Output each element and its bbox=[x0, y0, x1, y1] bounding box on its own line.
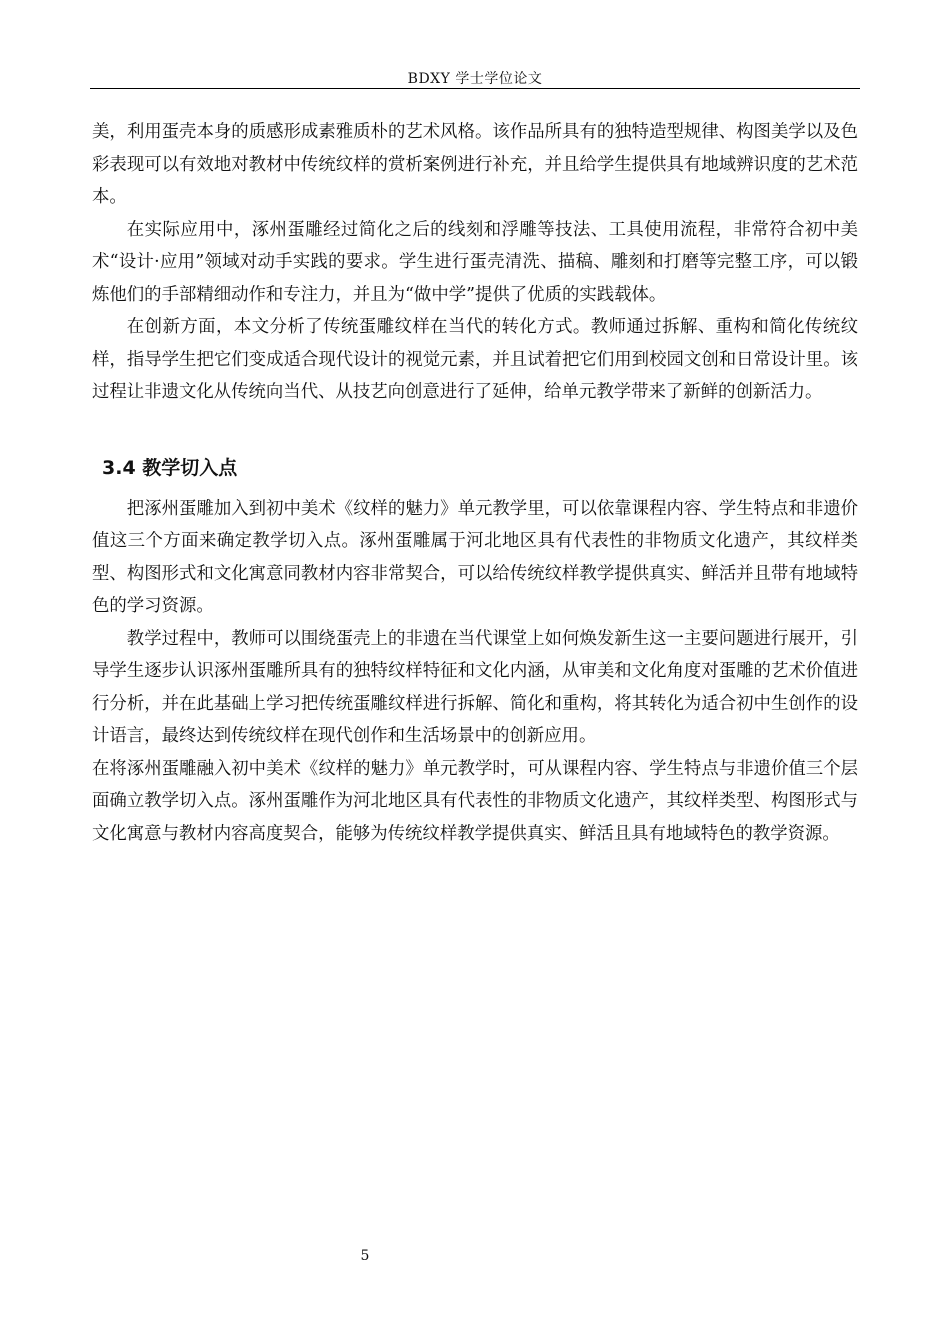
paragraph-continued: 美，利用蛋壳本身的质感形成素雅质朴的艺术风格。该作品所具有的独特造型规律、构图美学以及色彩表现可以有效地对教材中传统纹样的赏析案例进行补充，并且给学生提供具有地域辨识度的艺术范本。 bbox=[92, 122, 858, 207]
paragraph: 在将涿州蛋雕融入初中美术《纹样的魅力》单元教学时，可从课程内容、学生特点与非遗价值三个层面确立教学切入点。涿州蛋雕作为河北地区具有代表性的非物质文化遗产，其纹样类型、构图形式与文化寓意与教材内容高度契合，能够为传统纹样教学提供真实、鲜活且具有地域特色的教学资源。 bbox=[92, 758, 858, 844]
page-body bbox=[92, 116, 858, 850]
paragraph: 在实际应用中，涿州蛋雕经过简化之后的线刻和浮雕等技法、工具使用流程，非常符合初中美术“设计·应用”领域对动手实践的要求。学生进行蛋壳清洗、描稿、雕刻和打磨等完整工序，可以锻炼他们的手部精细动作和专注力，并且为“做中学”提供了优质的实践载体。 bbox=[92, 219, 858, 305]
header-rule bbox=[90, 88, 860, 89]
paragraph: 把涿州蛋雕加入到初中美术《纹样的魅力》单元教学里，可以依靠课程内容、学生特点和非遗价值这三个方面来确定教学切入点。涿州蛋雕属于河北地区具有代表性的非物质文化遗产，其纹样类型、构图形式和文化寓意同教材内容非常契合，可以给传统纹样教学提供真实、鲜活并且带有地域特色的学习资源。 bbox=[92, 498, 858, 616]
page-number: 5 bbox=[360, 1248, 370, 1264]
section-heading: 3.4 教学切入点 bbox=[102, 456, 238, 479]
running-header: BDXY 学士学位论文 bbox=[407, 71, 543, 87]
paragraph: 在创新方面，本文分析了传统蛋雕纹样在当代的转化方式。教师通过拆解、重构和简化传统纹样，指导学生把它们变成适合现代设计的视觉元素，并且试着把它们用到校园文创和日常设计里。该过程让非遗文化从传统向当代、从技艺向创意进行了延伸，给单元教学带来了新鲜的创新活力。 bbox=[92, 317, 858, 402]
paragraph: 教学过程中，教师可以围绕蛋壳上的非遗在当代课堂上如何焕发新生这一主要问题进行展开，引导学生逐步认识涿州蛋雕所具有的独特纹样特征和文化内涵，从审美和文化角度对蛋雕的艺术价值进行分析，并在此基础上学习把传统蛋雕纹样进行拆解、简化和重构，将其转化为适合初中生创作的设计语言，最终达到传统纹样在现代创作和生活场景中的创新应用。 bbox=[92, 628, 858, 746]
